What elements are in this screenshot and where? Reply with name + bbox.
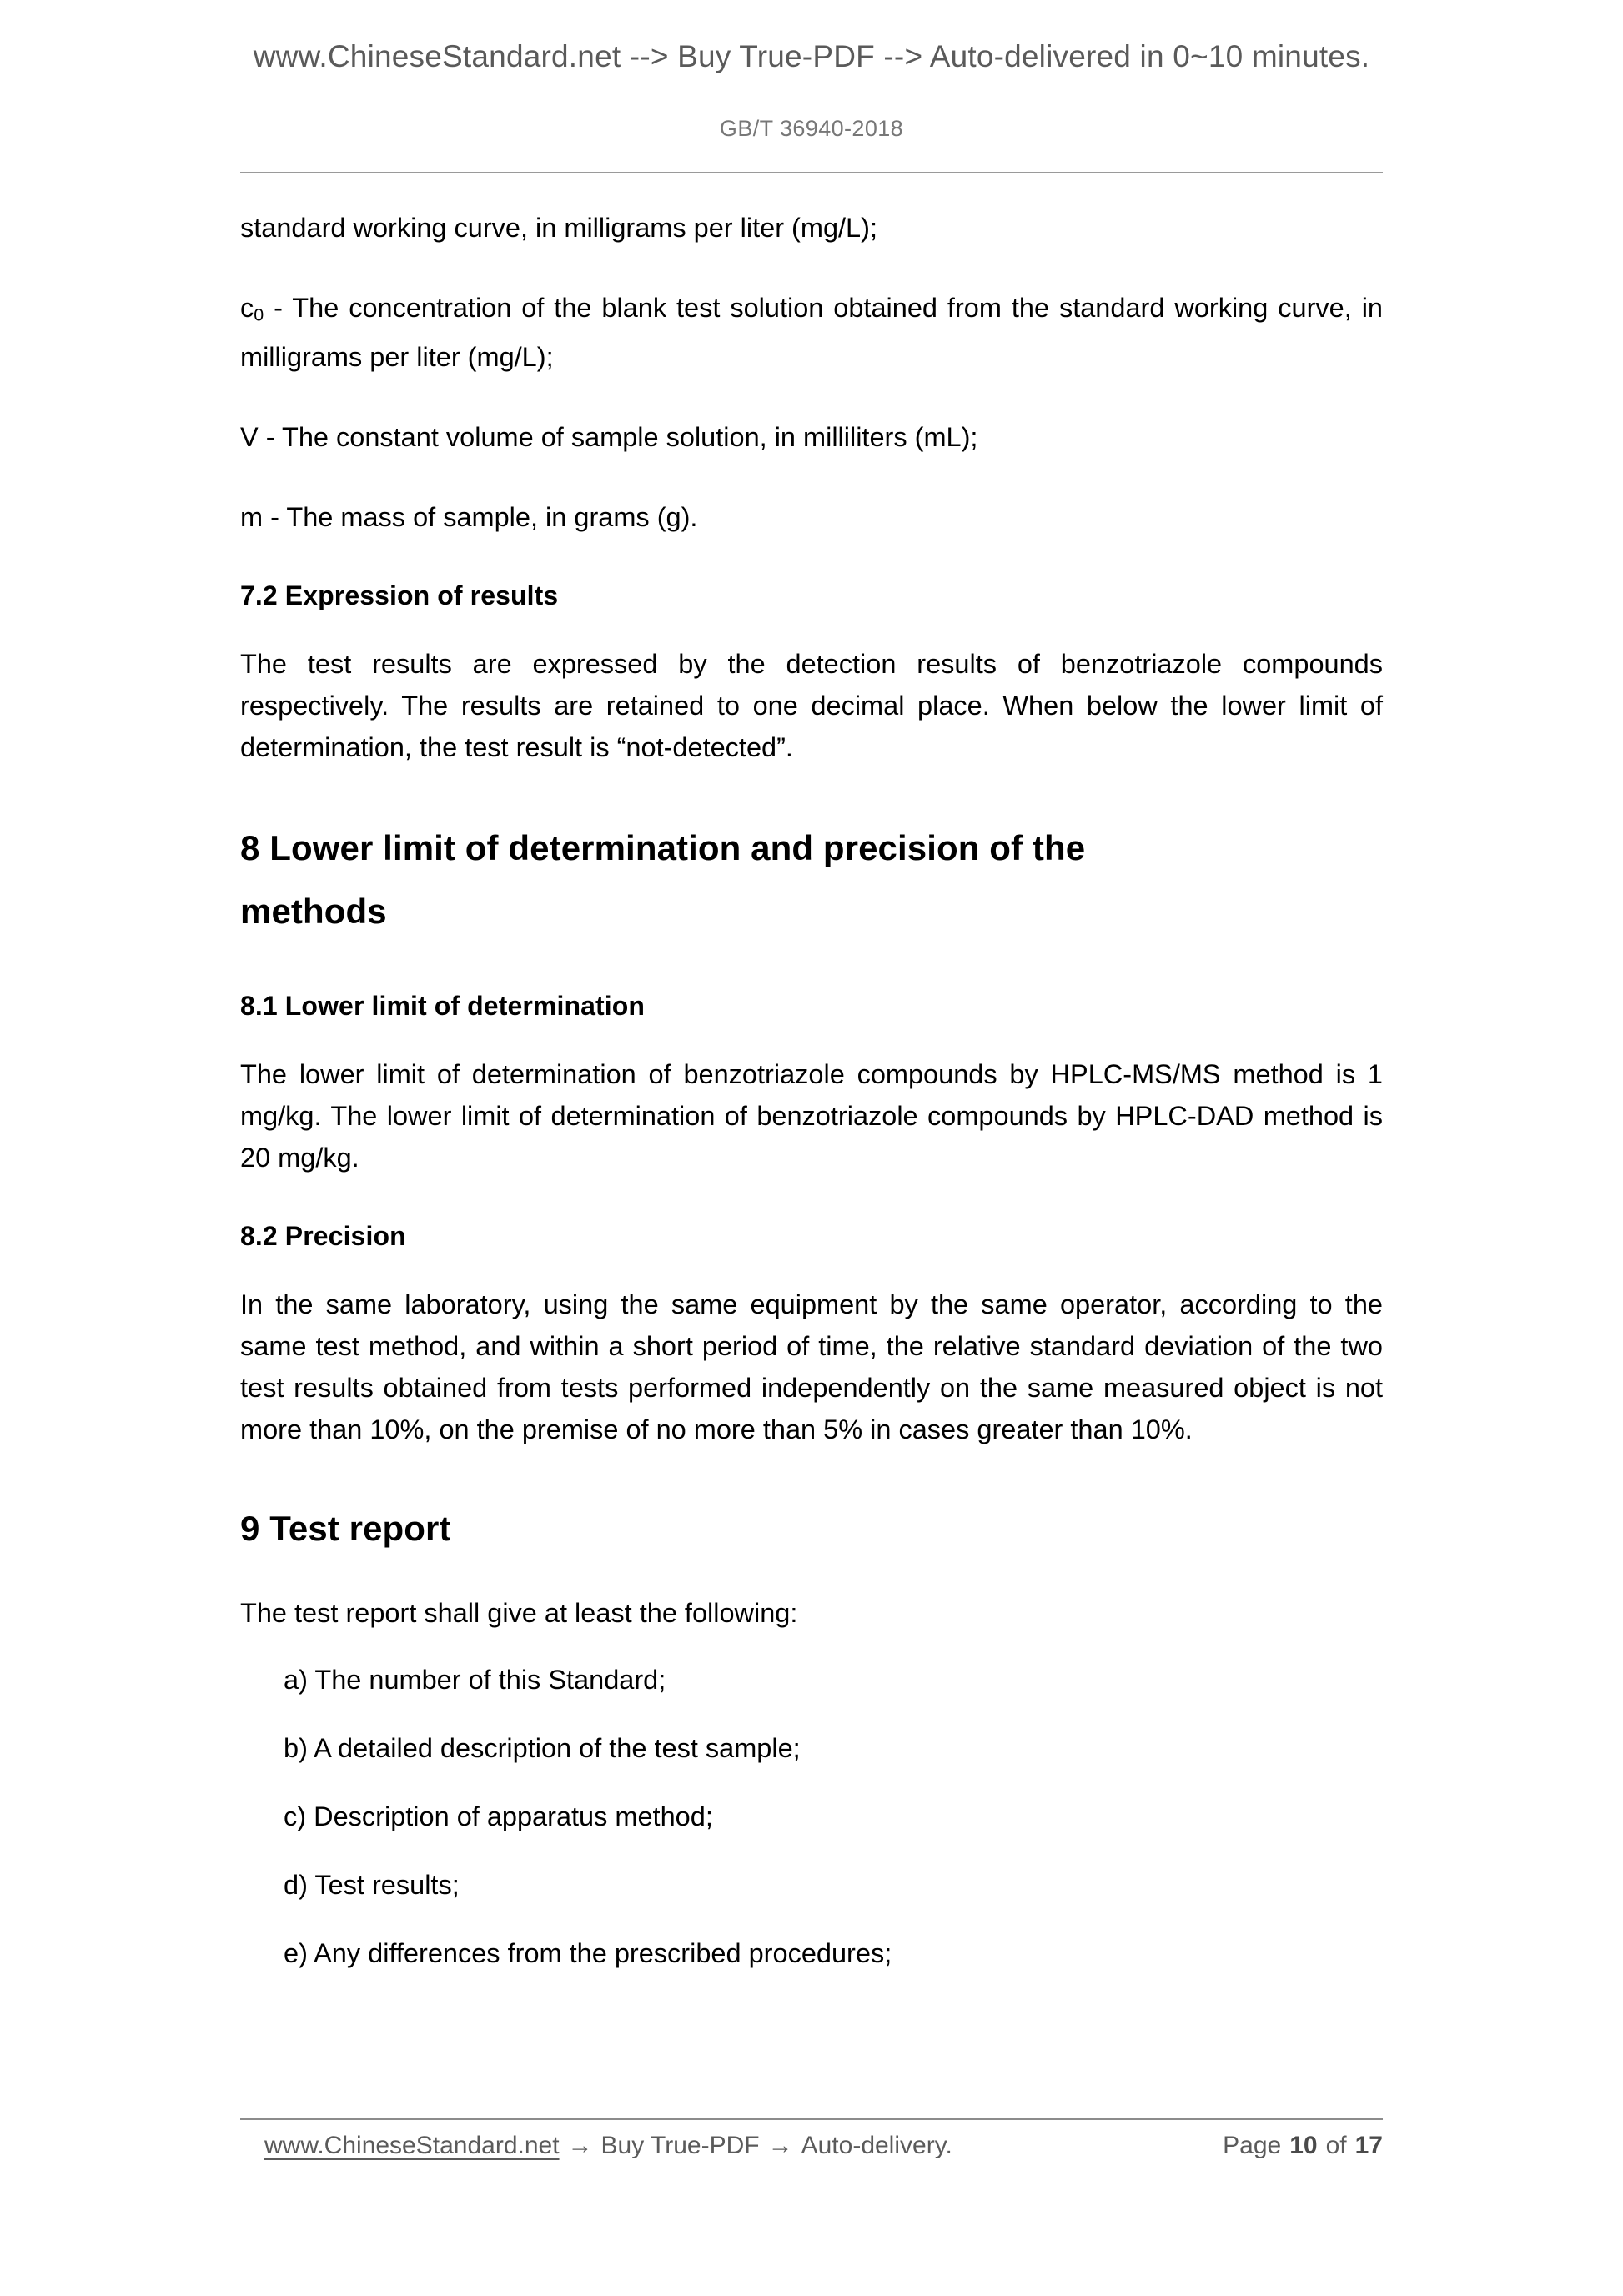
list-item: d) Test results; bbox=[284, 1869, 460, 1900]
page-indicator bbox=[1223, 2132, 1383, 2160]
paragraph-9-intro: The test report shall give at least the following: bbox=[240, 1597, 798, 1628]
symbol-c0-text: - The concentration of the blank test solution obtained from the standard working curve, in milligrams per liter (mg/L); bbox=[240, 293, 1383, 372]
list-item: a) The number of this Standard; bbox=[284, 1664, 666, 1695]
arrow-right-icon-2: → bbox=[767, 2132, 793, 2159]
header-divider bbox=[240, 172, 1383, 173]
heading-8-line-2: methods bbox=[240, 891, 387, 931]
document-body bbox=[240, 207, 1383, 1974]
list-spacer bbox=[240, 1837, 1383, 1864]
page-footer bbox=[240, 2132, 1383, 2170]
heading-8-line-1: 8 Lower limit of determination and precision of the bbox=[240, 827, 1086, 867]
list-spacer bbox=[240, 1701, 1383, 1727]
test-report-item-list bbox=[240, 1659, 1383, 1974]
current-page-number: 10 bbox=[1289, 2132, 1318, 2159]
footer-buy-text: Buy True-PDF bbox=[600, 2132, 760, 2159]
list-spacer bbox=[240, 1769, 1383, 1796]
heading-8-1: 8.1 Lower limit of determination bbox=[240, 990, 646, 1021]
symbol-c0-subscript: 0 bbox=[254, 304, 264, 325]
arrow-right-icon: → bbox=[567, 2132, 593, 2159]
list-spacer bbox=[240, 1906, 1383, 1932]
heading-9: 9 Test report bbox=[240, 1508, 451, 1548]
list-item: b) A detailed description of the test sample; bbox=[284, 1732, 801, 1763]
total-page-number: 17 bbox=[1354, 2132, 1383, 2159]
footer-site-link[interactable]: www.ChineseStandard.net bbox=[264, 2132, 560, 2159]
list-item: c) Description of apparatus method; bbox=[284, 1801, 713, 1831]
of-label: of bbox=[1325, 2132, 1347, 2159]
heading-8 bbox=[240, 816, 1383, 943]
heading-8-2: 8.2 Precision bbox=[240, 1220, 406, 1251]
paragraph-m-definition: m - The mass of sample, in grams (g). bbox=[240, 501, 698, 532]
paragraph-continued-symbol-def: standard working curve, in milligrams per liter (mg/L); bbox=[240, 213, 877, 243]
paragraph-c0-definition bbox=[240, 287, 1383, 378]
paragraph-8-1: The lower limit of determination of benzotriazole compounds by HPLC-MS/MS method is 1 mg/kg. The lower limit of determination of benzotriazole compounds by HPLC-DAD method is 20 mg/kg. bbox=[240, 1058, 1383, 1173]
list-item: e) Any differences from the prescribed procedures; bbox=[284, 1937, 892, 1968]
footer-left-group bbox=[264, 2132, 952, 2160]
heading-7-2: 7.2 Expression of results bbox=[240, 580, 559, 610]
symbol-c0-base: c bbox=[240, 293, 254, 323]
footer-divider bbox=[240, 2118, 1383, 2120]
page-label: Page bbox=[1223, 2132, 1282, 2159]
paragraph-8-2: In the same laboratory, using the same equipment by the same operator, according to the same test method, and within a short period of time, the relative standard deviation of the two test results obtained from tests performed independently on the same measured object is not more than 10%, on the premise of no more than 5% in cases greater than 10%. bbox=[240, 1289, 1383, 1444]
paragraph-7-2: The test results are expressed by the detection results of benzotriazole compounds respectively. The results are retained to one decimal place. When below the lower limit of determination, the test result is “not-detected”. bbox=[240, 648, 1383, 762]
footer-delivery-text: Auto-delivery. bbox=[801, 2132, 952, 2159]
standard-number: GB/T 36940-2018 bbox=[719, 116, 904, 141]
paragraph-v-definition: V - The constant volume of sample solution, in milliliters (mL); bbox=[240, 421, 978, 452]
watermark-header: www.ChineseStandard.net --> Buy True-PDF --> Auto-delivered in 0~10 minutes. bbox=[253, 39, 1370, 73]
